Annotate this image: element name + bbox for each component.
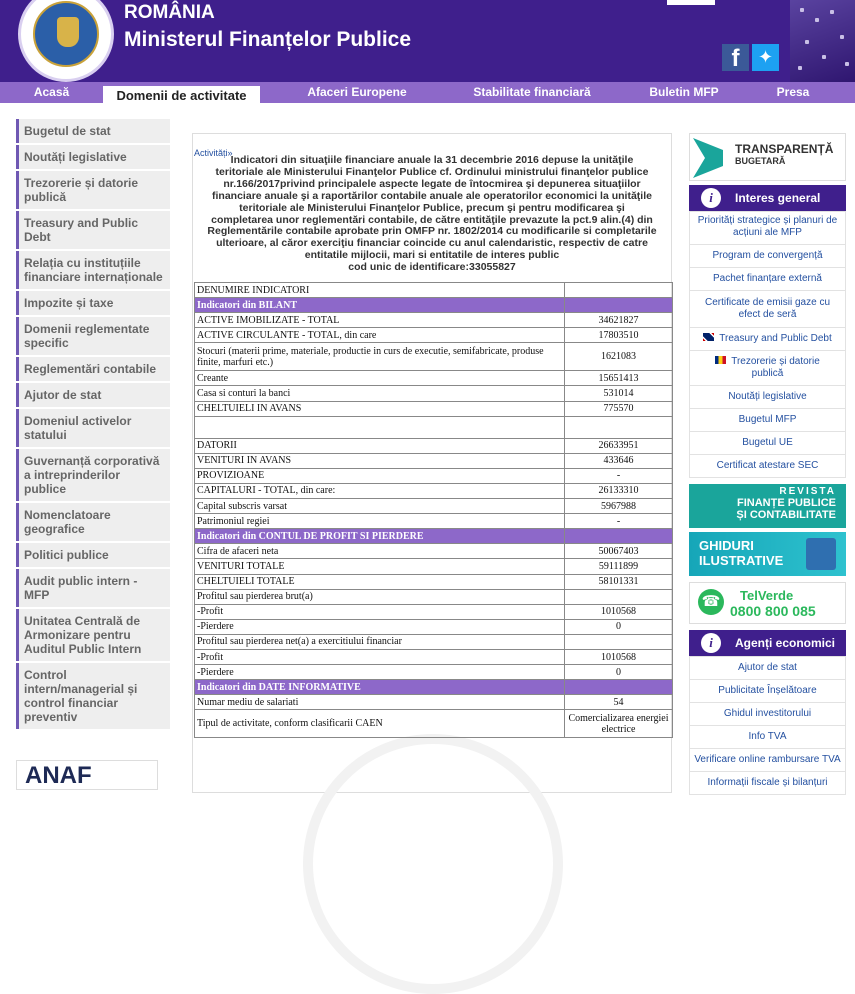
indicator-label: -Pierdere (195, 619, 565, 634)
table-row (195, 695, 673, 710)
sidebar-item[interactable]: Impozite și taxe (16, 291, 170, 315)
indicator-label: Cifra de afaceri neta (195, 544, 565, 559)
ro-flag-icon (715, 356, 726, 364)
info-icon: i (701, 188, 721, 208)
sidebar-item[interactable]: Domenii reglementate specific (16, 317, 170, 355)
facebook-icon[interactable]: f (722, 44, 749, 71)
interes-general-header (689, 185, 846, 211)
indicator-label: ACTIVE IMOBILIZATE - TOTAL (195, 313, 565, 328)
indicator-value: 58101331 (565, 574, 673, 589)
indicator-value: 17803510 (565, 328, 673, 343)
indicator-value: 59111899 (565, 559, 673, 574)
ministry-seal-icon[interactable] (18, 0, 114, 82)
table-section-row (195, 680, 673, 695)
right-sidebar (689, 133, 846, 795)
right-link[interactable]: Noutăți legislative (689, 386, 846, 409)
indicator-value: - (565, 468, 673, 483)
indicator-label: CAPITALURI - TOTAL, din care: (195, 483, 565, 498)
indicator-value (565, 283, 673, 298)
nav-presa[interactable]: Presa (776, 85, 810, 99)
table-row (195, 371, 673, 386)
table-row (195, 604, 673, 619)
interes-general-title: Interes general (735, 191, 821, 205)
indicator-value: 531014 (565, 386, 673, 401)
table-row (195, 468, 673, 483)
indicator-value: 26133310 (565, 483, 673, 498)
right-link[interactable]: Pachet finanțare externă (689, 268, 846, 291)
ministry-name[interactable]: Ministerul Finanțelor Publice (124, 28, 412, 51)
right-link[interactable]: Bugetul MFP (689, 409, 846, 432)
indicator-value (565, 416, 673, 438)
book-icon (806, 538, 836, 570)
indicator-value (565, 298, 673, 313)
sidebar-item[interactable]: Ajutor de stat (16, 383, 170, 407)
indicator-value (565, 634, 673, 649)
ghiduri-banner[interactable] (689, 532, 846, 576)
right-link[interactable]: Certificat atestare SEC (689, 455, 846, 478)
nav-afaceri-europene[interactable]: Afaceri Europene (307, 85, 407, 99)
sidebar-item[interactable]: Control intern/managerial și control financiar preventiv (16, 663, 170, 729)
indicator-label: Profitul sau pierderea net(a) a exercitiului financiar (195, 634, 565, 649)
ghiduri-subtitle: ILUSTRATIVE (699, 553, 784, 568)
indicator-value: Comercializarea energiei electrice (565, 710, 673, 738)
table-row (195, 401, 673, 416)
indicator-label: Profitul sau pierderea brut(a) (195, 589, 565, 604)
sidebar-item[interactable]: Reglementări contabile (16, 357, 170, 381)
indicator-label (195, 416, 565, 438)
indicator-value: 0 (565, 619, 673, 634)
indicator-value: 50067403 (565, 544, 673, 559)
indicator-label: PROVIZIOANE (195, 468, 565, 483)
indicator-label: DENUMIRE INDICATORI (195, 283, 565, 298)
country-name: ROMÂNIA (124, 2, 215, 23)
nav-stabilitate[interactable]: Stabilitate financiară (473, 85, 591, 99)
transparenta-subtitle: BUGETARĂ (735, 156, 786, 166)
indicator-label: -Pierdere (195, 665, 565, 680)
anaf-logo[interactable]: ANAF (16, 760, 158, 790)
indicator-value: 54 (565, 695, 673, 710)
watermark-seal (303, 734, 563, 994)
table-row (195, 499, 673, 514)
table-section-row (195, 529, 673, 544)
sidebar-item[interactable]: Domeniul activelor statului (16, 409, 170, 447)
main-content (192, 133, 672, 793)
indicator-label: CHELTUIELI IN AVANS (195, 401, 565, 416)
breadcrumb[interactable]: Activități» (194, 148, 233, 158)
indicator-value: - (565, 514, 673, 529)
indicator-label: Indicatori din CONTUL DE PROFIT SI PIERDERE (195, 529, 565, 544)
indicator-value: 1010568 (565, 604, 673, 619)
right-link-label: Trezorerie și datorie publică (731, 356, 820, 379)
sidebar-item[interactable]: Noutăți legislative (16, 145, 170, 169)
indicator-value: 34621827 (565, 313, 673, 328)
title-text: Indicatori din situaţiile financiare anuale la 31 decembrie 2016 depuse la unităţile teritoriale ale Ministerului Finanţelor Publice cf. Ordinului ministrului finanţelor publice nr.166/2017privind principalele aspecte legate de întocmirea şi depunerea situaţiilor financiare anuale şi a raportărilor contabile anuale ale operatorilor economici la unităţile teritoriale ale Ministerului Finanţelor Publice, precum şi pentru modificarea şi completarea unor reglementări contabile, de către entităţile prevazute la pct.9 alin.(4) din Reglementările contabile aprobate prin OMFP nr. 1802/2014 cu modificarile si completarile ulterioare, al căror exerciţiu financiar coincide cu anul calendaristic, respectiv de catre entitatile mijlocii, mari si entitatile de interes public (207, 154, 657, 262)
table-row (195, 386, 673, 401)
sidebar-item[interactable]: Audit public intern - MFP (16, 569, 170, 607)
right-link[interactable]: Info TVA (689, 726, 846, 749)
indicator-value: 775570 (565, 401, 673, 416)
right-link[interactable] (689, 328, 846, 351)
indicator-value: 1010568 (565, 649, 673, 664)
page-title (207, 155, 657, 274)
ghiduri-title: GHIDURI (699, 538, 754, 553)
cui-text: cod unic de identificare:33055827 (348, 261, 516, 274)
right-link[interactable]: Ghidul investitorului (689, 703, 846, 726)
phone-icon: ☎ (698, 589, 724, 615)
right-link[interactable]: Verificare online rambursare TVA (689, 749, 846, 772)
indicator-label: VENITURI TOTALE (195, 559, 565, 574)
revista-label: REVISTA (779, 486, 836, 497)
main-nav (0, 82, 855, 103)
table-row (195, 649, 673, 664)
right-link[interactable]: Informații fiscale și bilanțuri (689, 772, 846, 795)
indicators-table (194, 282, 673, 738)
table-row (195, 343, 673, 371)
sidebar-item[interactable]: Relația cu instituțiile financiare internaționale (16, 251, 170, 289)
table-row (195, 514, 673, 529)
right-link-label: Treasury and Public Debt (719, 333, 832, 344)
telverde-banner[interactable] (689, 582, 846, 624)
revista-subtitle: ȘI CONTABILITATE (736, 509, 836, 521)
sidebar-item[interactable]: Unitatea Centrală de Armonizare pentru Auditul Public Intern (16, 609, 170, 661)
site-header (0, 0, 855, 82)
right-link[interactable]: Publicitate Înșelătoare (689, 680, 846, 703)
telverde-title: TelVerde (740, 588, 794, 603)
nav-buletin[interactable]: Buletin MFP (649, 85, 719, 99)
table-row (195, 710, 673, 738)
header-decoration (790, 0, 855, 82)
sidebar-item[interactable]: Politici publice (16, 543, 170, 567)
table-row (195, 483, 673, 498)
nav-domenii-active[interactable]: Domenii de activitate (103, 86, 260, 107)
indicator-value: 0 (565, 665, 673, 680)
table-row (195, 619, 673, 634)
indicator-label: Indicatori din DATE INFORMATIVE (195, 680, 565, 695)
agenti-economici-header (689, 630, 846, 656)
sidebar-item[interactable]: Guvernanță corporativă a intreprinderilor publice (16, 449, 170, 501)
transparenta-banner[interactable] (689, 133, 846, 181)
table-row (195, 589, 673, 604)
indicator-label: CHELTUIELI TOTALE (195, 574, 565, 589)
indicator-label: DATORII (195, 438, 565, 453)
table-row (195, 544, 673, 559)
info-icon: i (701, 633, 721, 653)
table-row (195, 283, 673, 298)
table-row (195, 559, 673, 574)
right-link[interactable]: Bugetul UE (689, 432, 846, 455)
indicator-label: VENITURI IN AVANS (195, 453, 565, 468)
indicator-value: 15651413 (565, 371, 673, 386)
table-row (195, 438, 673, 453)
indicator-value: 1621083 (565, 343, 673, 371)
uk-flag-icon (703, 333, 714, 341)
agenti-economici-title: Agenți economici (735, 636, 836, 650)
sidebar-item[interactable]: Nomenclatoare geografice (16, 503, 170, 541)
indicator-value: 26633951 (565, 438, 673, 453)
revista-title: FINANȚE PUBLICE (737, 497, 836, 509)
indicator-label: Tipul de activitate, conform clasificarii CAEN (195, 710, 565, 738)
indicator-value (565, 680, 673, 695)
nav-acasa[interactable]: Acasă (33, 85, 70, 99)
indicator-value (565, 529, 673, 544)
indicator-label: Capital subscris varsat (195, 499, 565, 514)
telverde-phone: 0800 800 085 (730, 603, 816, 619)
indicator-label: -Profit (195, 604, 565, 619)
left-sidebar (16, 119, 170, 731)
twitter-icon[interactable]: ✦ (752, 44, 779, 71)
indicator-label: Indicatori din BILANT (195, 298, 565, 313)
table-row (195, 416, 673, 438)
table-row (195, 313, 673, 328)
indicator-label: Stocuri (materii prime, materiale, productie in curs de executie, semifabricate, produse finite, marfuri etc.) (195, 343, 565, 371)
sidebar-item[interactable]: Bugetul de stat (16, 119, 170, 143)
table-row (195, 328, 673, 343)
right-link[interactable]: Program de convergență (689, 245, 846, 268)
indicator-label: Casa si conturi la banci (195, 386, 565, 401)
transparenta-title: TRANSPARENȚĂ (735, 142, 834, 156)
indicator-value: 5967988 (565, 499, 673, 514)
indicator-label: ACTIVE CIRCULANTE - TOTAL, din care (195, 328, 565, 343)
table-row (195, 574, 673, 589)
table-row (195, 634, 673, 649)
right-link[interactable] (689, 351, 846, 386)
revista-banner[interactable] (689, 484, 846, 528)
table-row (195, 453, 673, 468)
sidebar-item[interactable]: Trezorerie și datorie publică (16, 171, 170, 209)
sidebar-item[interactable]: Treasury and Public Debt (16, 211, 170, 249)
indicator-label: Numar mediu de salariati (195, 695, 565, 710)
indicator-label: -Profit (195, 649, 565, 664)
indicator-label: Patrimoniul regiei (195, 514, 565, 529)
table-row (195, 665, 673, 680)
transparenta-icon (693, 138, 723, 178)
right-link[interactable]: Ajutor de stat (689, 656, 846, 680)
header-white-box (667, 0, 715, 5)
table-section-row (195, 298, 673, 313)
right-link[interactable]: Priorități strategice și planuri de acțiuni ale MFP (689, 211, 846, 245)
indicator-value: 433646 (565, 453, 673, 468)
right-link[interactable]: Certificate de emisii gaze cu efect de seră (689, 291, 846, 328)
indicator-label: Creante (195, 371, 565, 386)
indicator-value (565, 589, 673, 604)
